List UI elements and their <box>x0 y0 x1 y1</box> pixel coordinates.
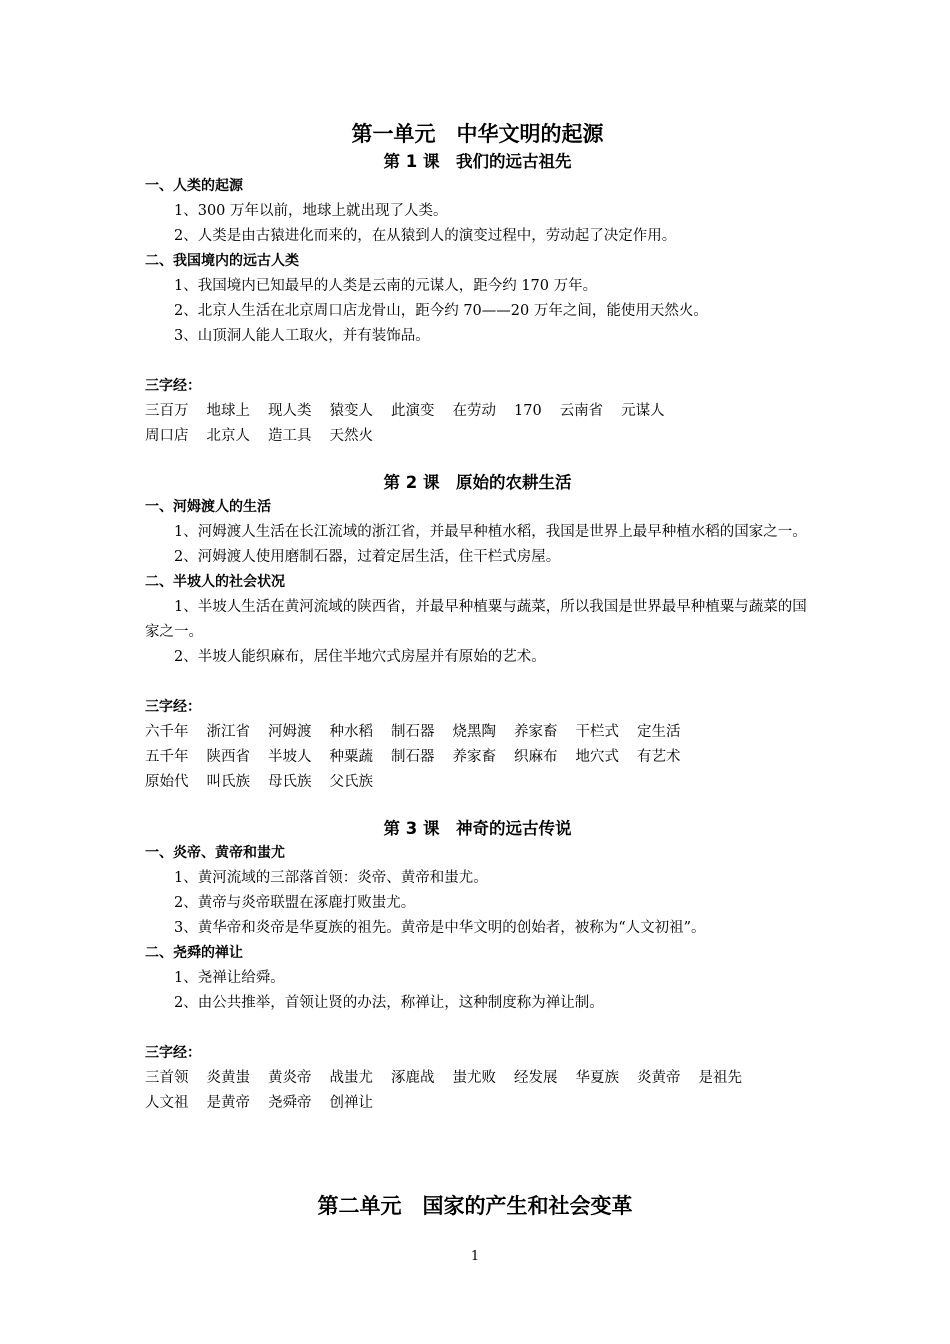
paragraph: 2、人类是由古猿进化而来的，在从猿到人的演变过程中，劳动起了决定作用。 <box>174 228 677 244</box>
sanzijing-phrase: 六千年 <box>145 724 189 740</box>
paragraph: 1、河姆渡人生活在长江流域的浙江省，并最早种植水稻，我国是世界上最早种植水稻的国家之一。 <box>174 524 807 540</box>
paragraph: 2、黄帝与炎帝联盟在涿鹿打败蚩尤。 <box>174 895 416 911</box>
sanzijing-phrase: 是祖先 <box>698 1070 742 1086</box>
sanzijing-row <box>145 1066 810 1091</box>
lesson3-section1-heading: 一、炎帝、黄帝和蚩尤 <box>145 845 285 861</box>
sanzijing-phrase: 在劳动 <box>452 403 496 419</box>
sanzijing-phrase: 养家畜 <box>514 724 558 740</box>
sanzijing-phrase: 黄炎帝 <box>268 1070 312 1086</box>
paragraph: 2、半坡人能织麻布，居住半地穴式房屋并有原始的艺术。 <box>174 649 546 665</box>
sanzijing-phrase: 五千年 <box>145 749 189 765</box>
sanzijing-phrase: 地球上 <box>206 403 250 419</box>
sanzijing-phrase: 制石器 <box>391 749 435 765</box>
page-number: 1 <box>470 1249 480 1264</box>
sanzijing-phrase: 天然火 <box>329 428 373 444</box>
sanzijing-phrase: 烧黑陶 <box>452 724 496 740</box>
sanzijing-phrase: 人文祖 <box>145 1095 189 1111</box>
paragraph: 3、黄华帝和炎帝是华夏族的祖先。黄帝是中华文明的创始者，被称为“人文初祖”。 <box>174 920 706 936</box>
sanzijing-phrase: 种粟蔬 <box>329 749 373 765</box>
sanzijing-phrase: 地穴式 <box>575 749 619 765</box>
paragraph: 3、山顶洞人能人工取火，并有装饰品。 <box>174 328 430 344</box>
lesson1-title: 第 1 课 我们的远古祖先 <box>383 152 572 171</box>
sanzijing-phrase: 经发展 <box>514 1070 558 1086</box>
sanzijing-phrase: 干栏式 <box>575 724 619 740</box>
sanzijing-phrase: 三首领 <box>145 1070 189 1086</box>
paragraph: 1、300 万年以前，地球上就出现了人类。 <box>174 203 448 219</box>
lesson3-section2-heading: 二、尧舜的禅让 <box>145 945 243 961</box>
paragraph: 1、黄河流域的三部落首领：炎帝、黄帝和蚩尤。 <box>174 870 488 886</box>
sanzijing-phrase: 创禅让 <box>329 1095 373 1111</box>
sanzijing-phrase: 种水稻 <box>329 724 373 740</box>
lesson2-sanzijing-label: 三字经： <box>145 699 201 715</box>
paragraph: 1、尧禅让给舜。 <box>174 970 285 986</box>
sanzijing-phrase: 华夏族 <box>575 1070 619 1086</box>
paragraph: 2、北京人生活在北京周口店龙骨山，距今约 70——20 万年之间，能使用天然火。 <box>174 303 708 319</box>
sanzijing-phrase: 战蚩尤 <box>329 1070 373 1086</box>
unit2-title: 第二单元 国家的产生和社会变革 <box>317 1194 633 1218</box>
sanzijing-phrase: 元谋人 <box>621 403 665 419</box>
sanzijing-row <box>145 399 810 424</box>
lesson1-section2-heading: 二、我国境内的远古人类 <box>145 253 299 269</box>
sanzijing-phrase: 半坡人 <box>268 749 312 765</box>
paragraph: 1、我国境内已知最早的人类是云南的元谋人，距今约 170 万年。 <box>174 278 598 294</box>
sanzijing-phrase: 三百万 <box>145 403 189 419</box>
paragraph: 2、由公共推举，首领让贤的办法，称禅让，这种制度称为禅让制。 <box>174 995 604 1011</box>
sanzijing-phrase: 北京人 <box>206 428 250 444</box>
sanzijing-phrase: 170 <box>514 403 542 419</box>
lesson2-section2-heading: 二、半坡人的社会状况 <box>145 574 285 590</box>
sanzijing-phrase: 陕西省 <box>206 749 250 765</box>
sanzijing-row <box>145 1091 810 1116</box>
sanzijing-phrase: 现人类 <box>268 403 312 419</box>
sanzijing-phrase: 叫氏族 <box>206 774 250 790</box>
paragraph: 1、半坡人生活在黄河流域的陕西省，并最早种植粟与蔬菜，所以我国是世界最早种植粟与蔬菜的国家之一。 <box>145 599 807 640</box>
sanzijing-phrase: 尧舜帝 <box>268 1095 312 1111</box>
sanzijing-phrase: 浙江省 <box>206 724 250 740</box>
sanzijing-phrase: 母氏族 <box>268 774 312 790</box>
lesson2-section1-heading: 一、河姆渡人的生活 <box>145 499 271 515</box>
sanzijing-row <box>145 720 810 745</box>
sanzijing-phrase: 有艺术 <box>637 749 681 765</box>
sanzijing-phrase: 是黄帝 <box>206 1095 250 1111</box>
sanzijing-row <box>145 424 810 449</box>
sanzijing-phrase: 原始代 <box>145 774 189 790</box>
sanzijing-phrase: 父氏族 <box>329 774 373 790</box>
sanzijing-row <box>145 770 810 795</box>
sanzijing-phrase: 河姆渡 <box>268 724 312 740</box>
sanzijing-phrase: 制石器 <box>391 724 435 740</box>
sanzijing-row <box>145 745 810 770</box>
sanzijing-phrase: 养家畜 <box>452 749 496 765</box>
sanzijing-phrase: 云南省 <box>559 403 604 419</box>
sanzijing-phrase: 此演变 <box>391 403 435 419</box>
document-body <box>145 118 810 1116</box>
sanzijing-phrase: 定生活 <box>637 724 681 740</box>
sanzijing-phrase: 织麻布 <box>514 749 558 765</box>
lesson1-section1-heading: 一、人类的起源 <box>145 178 243 194</box>
sanzijing-phrase: 猿变人 <box>329 403 373 419</box>
sanzijing-phrase: 蚩尤败 <box>452 1070 496 1086</box>
paragraph: 2、河姆渡人使用磨制石器，过着定居生活，住干栏式房屋。 <box>174 549 561 565</box>
lesson1-sanzijing-label: 三字经： <box>145 378 201 394</box>
sanzijing-phrase: 炎黄蚩 <box>206 1070 250 1086</box>
sanzijing-phrase: 炎黄帝 <box>637 1070 681 1086</box>
lesson2-title: 第 2 课 原始的农耕生活 <box>383 473 572 492</box>
lesson3-sanzijing-label: 三字经： <box>145 1045 201 1061</box>
unit1-title: 第一单元 中华文明的起源 <box>351 122 604 146</box>
sanzijing-phrase: 造工具 <box>268 428 312 444</box>
sanzijing-phrase: 周口店 <box>145 428 189 444</box>
sanzijing-phrase: 涿鹿战 <box>391 1070 435 1086</box>
lesson3-title: 第 3 课 神奇的远古传说 <box>383 819 572 838</box>
